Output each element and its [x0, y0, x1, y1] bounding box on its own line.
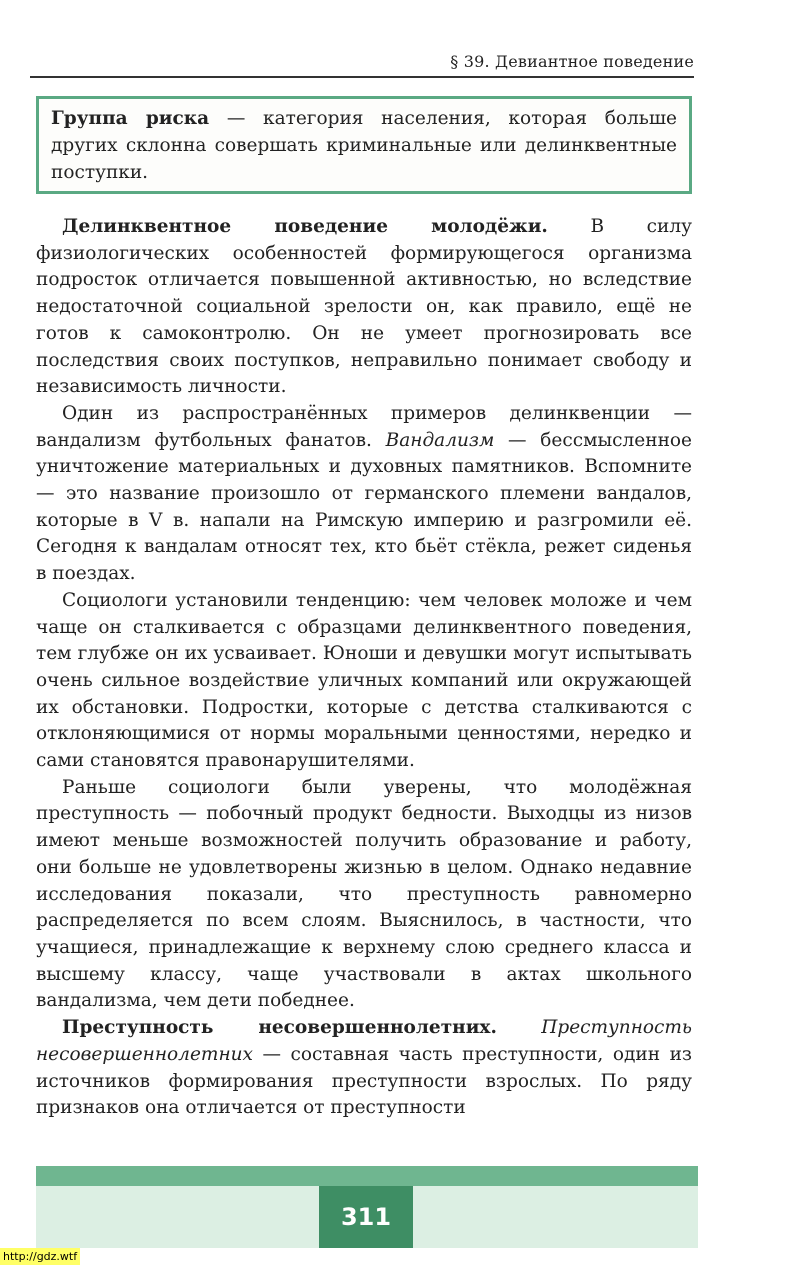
paragraph-text: Один из распространённых примеров делинквенции — вандализм футбольных фанатов.: [36, 402, 692, 451]
running-header: [30, 50, 694, 78]
paragraph-text: — составная часть преступности, один из источников формирования преступности взрослых. По ряду признаков она отличается от преступности: [36, 1043, 692, 1119]
paragraph-text: В силу физиологических особенностей формирующегося организма подросток отличается повышенной активностью, но вследствие недостаточной социальной зрелости он, как правило, ещё не готов к самоконтролю. Он не умеет прогнозировать все последствия своих поступков, неправильно понимает свободу и независимость личности.: [36, 216, 693, 398]
section-title: § 39. Девиантное поведение: [450, 52, 694, 71]
paragraph-2: [36, 401, 692, 588]
watermark-link[interactable]: http://gdz.wtf: [0, 1248, 80, 1265]
definition-term: Группа риска: [51, 108, 210, 129]
footer-stripe: [36, 1166, 698, 1186]
paragraph-text: Раньше социологи были уверены, что молодёжная преступность — побочный продукт бедности. Выходцы из низов имеют меньше возможностей получить образование и работу, они больше не удовлетворены жизнью в целом. Однако недавние исследования показали, что преступность равномерно распределяется по всем слоям. Выяснилось, в частности, что учащиеся, принадлежащие к верхнему слою среднего класса и высшему классу, чаще участвовали в актах школьного вандализма, чем дети победнее.: [36, 776, 692, 1012]
definition-text: — категория населения, которая больше других склонна совершать криминальные или делинквентные поступки.: [51, 108, 677, 183]
paragraph-term: Вандализм: [385, 429, 495, 451]
definition-box: [36, 96, 692, 194]
paragraph-5: [36, 1015, 692, 1122]
paragraph-4: [36, 775, 692, 1015]
paragraph-text: Социологи установили тенденцию: чем человек моложе и чем чаще он сталкивается с образцами делинквентного поведения, тем глубже он их усваивает. Юноши и девушки могут испытывать очень сильное воздействие уличных компаний или окружающей их обстановки. Подростки, которые с детства сталкиваются с отклоняющимися от нормы моральными ценностями, нередко и сами становятся правонарушителями.: [36, 589, 692, 772]
paragraph-term: Преступность несовершеннолетних: [36, 1017, 693, 1065]
definition-paragraph: [51, 105, 677, 186]
page-number: 311: [319, 1186, 413, 1248]
main-text: [36, 214, 692, 1122]
paragraph-heading: Преступность несовершеннолетних.: [62, 1017, 497, 1039]
page-footer: [36, 1166, 698, 1248]
paragraph-3: [36, 588, 692, 775]
paragraph-1: [36, 214, 692, 401]
paragraph-text: — бессмысленное уничтожение материальных и духовных памятников. Вспомните — это название произошло от германского племени вандалов, которые в V в. напали на Римскую империю и разгромили её. Сегодня к вандалам относят тех, кто бьёт стёкла, режет сиденья в поездах.: [36, 429, 692, 585]
paragraph-heading: Делинквентное поведение молодёжи.: [62, 216, 548, 237]
